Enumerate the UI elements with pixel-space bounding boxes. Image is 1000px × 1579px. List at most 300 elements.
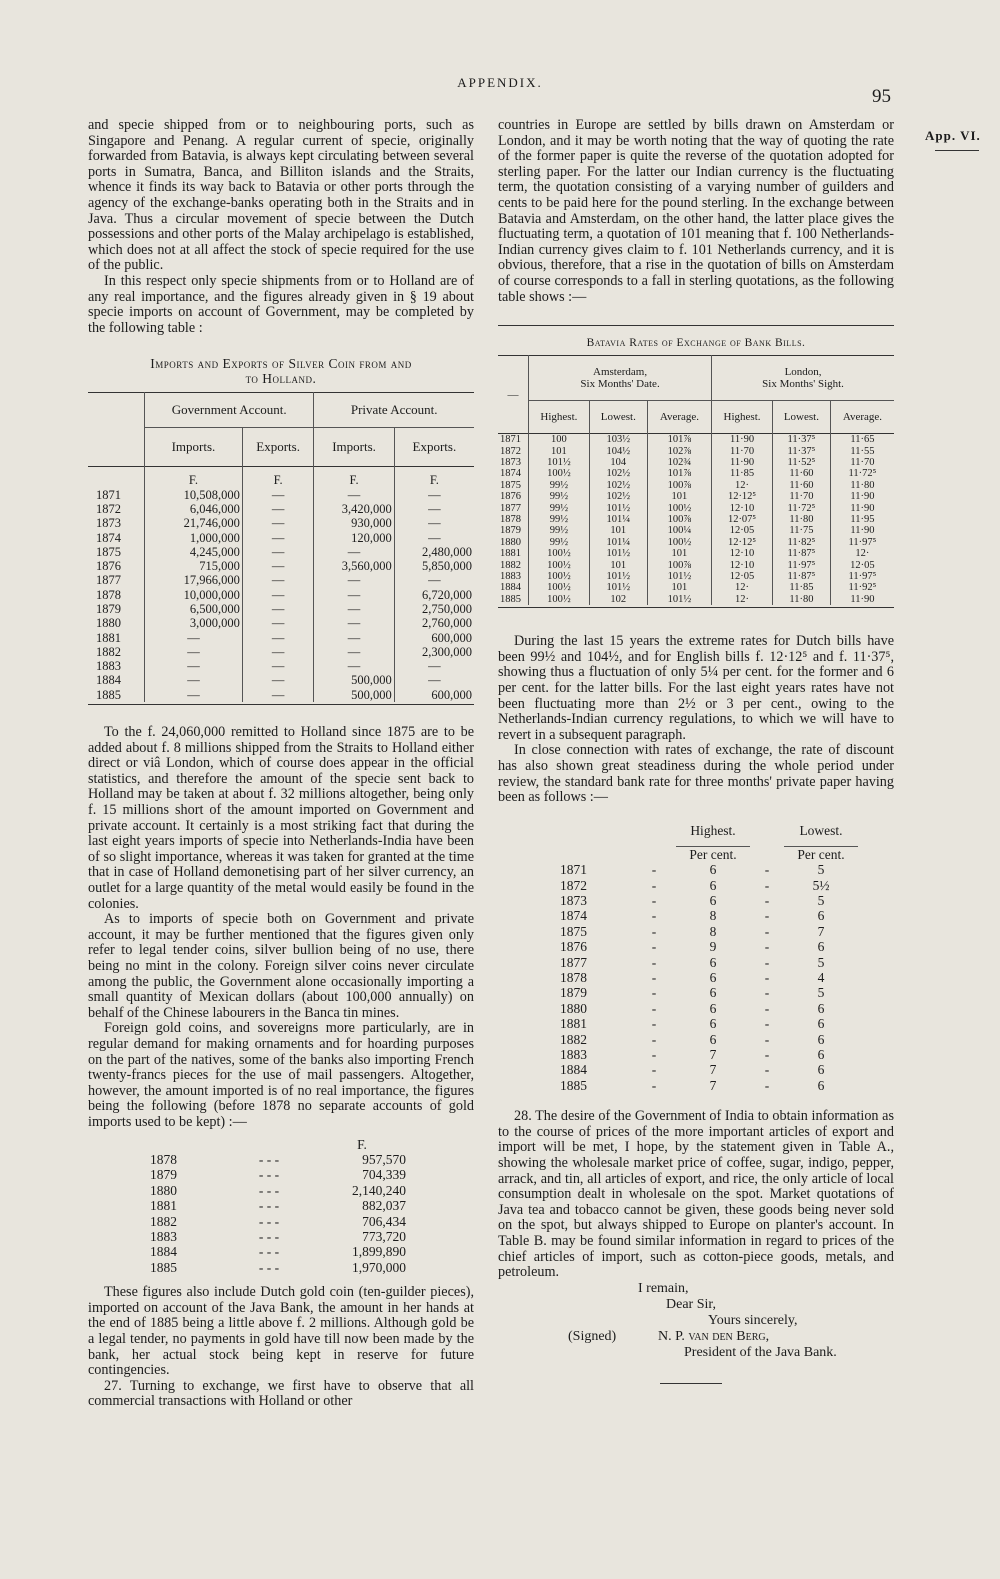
unit-label: F. bbox=[429, 473, 439, 488]
year-cell: 1877 bbox=[88, 573, 145, 587]
value-cell: 6 bbox=[709, 1031, 717, 1047]
table-row bbox=[148, 1260, 408, 1275]
value-cell: 101½ bbox=[647, 594, 711, 605]
unit-label: F. bbox=[357, 1136, 367, 1152]
value-cell: 11·85 bbox=[712, 468, 773, 479]
year-cell: 1878 bbox=[88, 588, 145, 602]
value-cell: 100⅞ bbox=[647, 560, 711, 571]
year-cell: 1871 bbox=[88, 488, 145, 502]
value-cell: 101 bbox=[647, 548, 711, 559]
value-cell: 11·60 bbox=[772, 468, 830, 479]
value-cell: — bbox=[314, 602, 394, 616]
table-row bbox=[148, 1229, 408, 1244]
divider bbox=[660, 1383, 722, 1384]
value-cell: 11·97⁵ bbox=[848, 536, 877, 548]
blank-cell bbox=[88, 467, 145, 488]
leader-dots: - bbox=[764, 954, 770, 970]
table-row bbox=[88, 688, 474, 702]
leader-dots: - bbox=[764, 1047, 770, 1063]
value-cell: 104½ bbox=[589, 446, 647, 457]
table-row bbox=[88, 573, 474, 587]
value-cell: — bbox=[314, 645, 394, 659]
year-cell: 1883 bbox=[88, 659, 145, 673]
value-cell: 11·92⁵ bbox=[848, 582, 877, 594]
table-row bbox=[558, 924, 858, 939]
table-row bbox=[498, 571, 894, 582]
unit-row bbox=[88, 467, 474, 488]
year-cell: 1876 bbox=[560, 939, 587, 955]
value-cell: — bbox=[145, 688, 243, 702]
value-cell: — bbox=[428, 659, 441, 674]
year-cell: 1885 bbox=[498, 594, 529, 605]
table-row bbox=[498, 525, 894, 536]
value-cell: 103½ bbox=[589, 434, 647, 446]
value-cell: 11·72⁵ bbox=[848, 468, 877, 480]
year-cell: 1877 bbox=[560, 954, 587, 970]
table-row bbox=[148, 1244, 408, 1259]
table-row bbox=[558, 939, 858, 954]
value-cell: 10,000,000 bbox=[145, 588, 243, 602]
value-cell: 101½ bbox=[589, 503, 647, 514]
year-cell: 1885 bbox=[150, 1259, 177, 1275]
year-cell: 1876 bbox=[88, 559, 145, 573]
leader-dots: - bbox=[764, 877, 770, 893]
table-row bbox=[558, 1062, 858, 1077]
value-cell: — bbox=[145, 631, 243, 645]
leader-dots: - - - bbox=[258, 1151, 280, 1167]
value-cell: 11·90 bbox=[850, 491, 875, 503]
leader-dots: - bbox=[651, 1016, 657, 1032]
value-cell: 2,140,240 bbox=[352, 1182, 406, 1198]
table-row bbox=[88, 488, 474, 502]
value-cell: — bbox=[242, 573, 313, 587]
value-cell: — bbox=[314, 573, 394, 587]
value-cell: 3,560,000 bbox=[314, 559, 394, 573]
table-row bbox=[88, 673, 474, 687]
paragraph: 28. The desire of the Government of India to obtain information as to the course of prices of the more important articles of export and import will be met, I hope, by the statement given in Table A., showing the wholesale market price of coffee, sugar, indigo, pepper, arrack, and tin, all articles of export, and rice, the only article of local consumption dealt in wholesale on the spot. Market quotations of Java tea and tobacco cannot be given, these goods being never sold on the spot, but always shipped to Europe on planter's account. In Table B. may be found similar information in regard to prices of the chief articles of import, such as cotton-piece goods, metals, and petroleum. bbox=[498, 1108, 894, 1281]
year-cell: 1880 bbox=[560, 1000, 587, 1016]
leader-dots: - bbox=[651, 954, 657, 970]
table-row bbox=[148, 1152, 408, 1167]
value-cell: 6 bbox=[817, 1047, 825, 1063]
value-cell: 500,000 bbox=[314, 688, 394, 702]
value-cell: 8 bbox=[709, 923, 717, 939]
value-cell: — bbox=[242, 516, 313, 530]
signed-label: (Signed) bbox=[568, 1328, 617, 1344]
year-cell: 1884 bbox=[88, 673, 145, 687]
value-cell: 11·87⁵ bbox=[772, 548, 830, 559]
value-cell: 3,000,000 bbox=[145, 616, 243, 630]
table-row bbox=[498, 514, 894, 525]
value-cell: 6 bbox=[709, 862, 717, 878]
value-cell: 101⅞ bbox=[647, 468, 711, 479]
value-cell: — bbox=[145, 659, 243, 673]
value-cell: 1,000,000 bbox=[145, 531, 243, 545]
value-cell: 100½ bbox=[647, 537, 711, 548]
value-cell: 100⅞ bbox=[647, 480, 711, 491]
value-cell: 99½ bbox=[529, 503, 590, 514]
value-cell: 11·90 bbox=[712, 457, 773, 468]
value-cell: 12·05 bbox=[712, 571, 773, 582]
year-cell: 1883 bbox=[150, 1228, 177, 1244]
value-cell: 102½ bbox=[589, 480, 647, 491]
table-row bbox=[88, 502, 474, 516]
year-cell: 1871 bbox=[560, 862, 587, 878]
year-cell: 1873 bbox=[88, 516, 145, 530]
leader-dots: - bbox=[651, 908, 657, 924]
leader-dots: - bbox=[764, 892, 770, 908]
table-row bbox=[558, 1078, 858, 1093]
value-cell: 101½ bbox=[589, 582, 647, 593]
value-cell: 1,970,000 bbox=[352, 1259, 406, 1275]
table-row bbox=[498, 457, 894, 468]
leader-dots: - bbox=[764, 1000, 770, 1016]
amsterdam-header-line: Six Months' Date. bbox=[580, 378, 660, 391]
value-cell: 6 bbox=[709, 985, 717, 1001]
value-cell: 99½ bbox=[529, 491, 590, 502]
unit-label: F. bbox=[314, 467, 394, 488]
year-cell: 1875 bbox=[88, 545, 145, 559]
paragraph: and specie shipped from or to neighbouring ports, such as Singapore and Penang. A regular current of specie, originally forwarded from Batavia, is always kept circulating between several ports in Sumatra, Banca, and Billiton islands and the Straits, whence it finds its way back to Batavia or other ports through the agency of the exchange-banks operating both in the Straits and in Java. Thus a circular movement of specie between the Dutch possessions and other ports of the Malay archipelago is established, which does not at all affect the stock of specie required for the use of the public. bbox=[88, 117, 474, 274]
table-title-line: to Holland. bbox=[245, 371, 317, 387]
year-cell: 1872 bbox=[560, 877, 587, 893]
closing-line: Yours sincerely, bbox=[708, 1312, 798, 1328]
value-cell: 12·10 bbox=[712, 548, 773, 559]
year-cell: 1884 bbox=[498, 582, 529, 593]
london-header bbox=[712, 356, 894, 401]
year-header: — bbox=[498, 356, 529, 434]
year-cell: 1883 bbox=[498, 571, 529, 582]
value-cell: 12· bbox=[855, 548, 870, 560]
value-cell: 930,000 bbox=[314, 516, 394, 530]
paragraph: Foreign gold coins, and sovereigns more particularly, are in regular demand for making ornaments and for hoarding purposes on the part of the natives, some of the banks also importing French twenty-francs pieces for the use of mail passengers. Altogether, however, the amount imported is of no real importance, the figures being the following (before 1878 no separate accounts of gold imports used to be kept) :— bbox=[88, 1020, 474, 1130]
value-cell: 6,046,000 bbox=[145, 502, 243, 516]
value-cell: — bbox=[242, 559, 313, 573]
value-cell: 100½ bbox=[529, 548, 590, 559]
leader-dots: - bbox=[764, 985, 770, 1001]
table-row bbox=[88, 616, 474, 630]
table-row bbox=[558, 1016, 858, 1031]
value-cell: 11·55 bbox=[850, 445, 875, 457]
value-cell: — bbox=[428, 516, 441, 531]
leader-dots: - - - bbox=[258, 1244, 280, 1260]
value-cell: 101½ bbox=[647, 571, 711, 582]
batavia-table-title: Batavia Rates of Exchange of Bank Bills. bbox=[586, 337, 806, 350]
value-cell: 101 bbox=[589, 560, 647, 571]
value-cell: 11·90 bbox=[712, 434, 773, 446]
value-cell: — bbox=[242, 531, 313, 545]
leader-dots: - - - bbox=[258, 1259, 280, 1275]
table-row bbox=[148, 1167, 408, 1182]
london-header-line: London, bbox=[784, 366, 822, 379]
year-cell: 1878 bbox=[560, 970, 587, 985]
value-cell: 11·37⁵ bbox=[772, 446, 830, 457]
value-cell: 6 bbox=[817, 1031, 825, 1047]
value-cell: 6 bbox=[817, 1016, 825, 1032]
year-cell: 1882 bbox=[88, 645, 145, 659]
signatory-title: President of the Java Bank. bbox=[684, 1344, 837, 1360]
value-cell: — bbox=[242, 588, 313, 602]
year-cell: 1877 bbox=[498, 503, 529, 514]
right-column bbox=[498, 118, 894, 1384]
value-cell: 12·12⁵ bbox=[712, 537, 773, 548]
year-cell: 1874 bbox=[88, 531, 145, 545]
value-cell: 11·65 bbox=[850, 434, 875, 446]
closing-line: Dear Sir, bbox=[666, 1296, 716, 1312]
value-cell: — bbox=[428, 501, 441, 516]
value-cell: 100 bbox=[529, 434, 590, 446]
leader-dots: - bbox=[764, 1062, 770, 1078]
col-header-highest: Highest. bbox=[690, 823, 736, 839]
year-cell: 1878 bbox=[150, 1151, 177, 1167]
year-cell: 1871 bbox=[498, 434, 529, 446]
value-cell: — bbox=[314, 616, 394, 630]
paragraph: In close connection with rates of exchange, the rate of discount has also shown great steadiness during the whole period under review, the standard bank rate for three months' private paper having been as follows :— bbox=[498, 742, 894, 806]
value-cell: — bbox=[242, 659, 313, 673]
running-head: APPENDIX. bbox=[457, 75, 543, 90]
unit-label: Per cent. bbox=[784, 846, 858, 862]
value-cell: 11·82⁵ bbox=[772, 537, 830, 548]
divider bbox=[498, 607, 894, 608]
value-cell: 1,899,890 bbox=[352, 1244, 406, 1260]
value-cell: — bbox=[242, 502, 313, 516]
value-cell: — bbox=[145, 673, 243, 687]
value-cell: 12·10 bbox=[712, 503, 773, 514]
value-cell: — bbox=[242, 616, 313, 630]
col-header-highest: Highest. bbox=[712, 401, 773, 434]
paragraph: These figures also include Dutch gold coin (ten-guilder pieces), imported on account of the Java Bank, the amount in her hands at the end of 1885 being a little above f. 2 millions. Although gold be a legal tender, no payments in gold have till now been made by the bank, her actual stock being kept in reserve for future contingencies. bbox=[88, 1284, 474, 1379]
leader-dots: - - - bbox=[258, 1213, 280, 1229]
year-cell: 1872 bbox=[498, 446, 529, 457]
value-cell: 100½ bbox=[647, 503, 711, 514]
year-header bbox=[88, 393, 145, 467]
value-cell: — bbox=[242, 631, 313, 645]
value-cell: — bbox=[428, 530, 441, 545]
government-account-header: Government Account. bbox=[145, 393, 314, 428]
value-cell: 6 bbox=[817, 939, 825, 955]
value-cell: — bbox=[242, 602, 313, 616]
table-row bbox=[88, 645, 474, 659]
value-cell: 100⅞ bbox=[647, 514, 711, 525]
year-cell: 1879 bbox=[498, 525, 529, 536]
year-cell: 1882 bbox=[150, 1213, 177, 1229]
value-cell: 101¼ bbox=[589, 514, 647, 525]
table-title-line: Imports and Exports of Silver Coin from and bbox=[150, 356, 412, 372]
table-row bbox=[558, 893, 858, 908]
value-cell: 11·80 bbox=[850, 479, 875, 491]
year-cell: 1875 bbox=[498, 480, 529, 491]
col-header-average: Average. bbox=[647, 401, 711, 434]
unit-label: Per cent. bbox=[676, 846, 750, 862]
leader-dots: - bbox=[764, 939, 770, 955]
table-row bbox=[88, 559, 474, 573]
value-cell: 882,037 bbox=[362, 1198, 406, 1214]
value-cell: 12· bbox=[712, 582, 773, 593]
table-row bbox=[88, 602, 474, 616]
value-cell: 6,500,000 bbox=[145, 602, 243, 616]
value-cell: 4,245,000 bbox=[145, 545, 243, 559]
year-cell: 1880 bbox=[150, 1182, 177, 1198]
value-cell: — bbox=[314, 588, 394, 602]
year-cell: 1873 bbox=[498, 457, 529, 468]
value-cell: — bbox=[242, 645, 313, 659]
left-column bbox=[88, 118, 474, 1410]
value-cell: 101½ bbox=[589, 571, 647, 582]
value-cell: 8 bbox=[709, 908, 717, 924]
value-cell: — bbox=[242, 673, 313, 687]
year-cell: 1881 bbox=[88, 631, 145, 645]
year-cell: 1881 bbox=[560, 1016, 587, 1032]
value-cell: 12· bbox=[712, 594, 773, 605]
year-cell: 1882 bbox=[560, 1031, 587, 1047]
unit-label: F. bbox=[242, 467, 313, 488]
leader-dots: - bbox=[764, 908, 770, 924]
value-cell: 99½ bbox=[529, 480, 590, 491]
leader-dots: - - - bbox=[258, 1228, 280, 1244]
value-cell: 17,966,000 bbox=[145, 573, 243, 587]
closing-line: I remain, bbox=[638, 1280, 689, 1296]
value-cell: 6,720,000 bbox=[422, 587, 472, 602]
value-cell: 99½ bbox=[529, 525, 590, 536]
value-cell: — bbox=[428, 573, 441, 588]
table-row bbox=[498, 560, 894, 571]
value-cell: 773,720 bbox=[362, 1228, 406, 1244]
year-cell: 1875 bbox=[560, 923, 587, 939]
value-cell: 101 bbox=[647, 582, 711, 593]
leader-dots: - bbox=[764, 1077, 770, 1093]
value-cell: 5,850,000 bbox=[422, 559, 472, 574]
col-header-average: Average. bbox=[842, 411, 883, 424]
table-row bbox=[498, 434, 894, 446]
value-cell: 11·70 bbox=[712, 446, 773, 457]
year-cell: 1884 bbox=[560, 1062, 587, 1078]
col-header-highest: Highest. bbox=[529, 401, 590, 434]
table-row bbox=[558, 985, 858, 1000]
value-cell: 101 bbox=[529, 446, 590, 457]
value-cell: 102 bbox=[589, 594, 647, 605]
value-cell: 11·37⁵ bbox=[772, 434, 830, 446]
value-cell: — bbox=[145, 645, 243, 659]
year-cell: 1878 bbox=[498, 514, 529, 525]
value-cell: 715,000 bbox=[145, 559, 243, 573]
value-cell: 11·70 bbox=[850, 456, 875, 468]
value-cell: 11·75 bbox=[772, 525, 830, 536]
value-cell: 120,000 bbox=[314, 531, 394, 545]
table-row bbox=[558, 1001, 858, 1016]
paragraph: As to imports of specie both on Government and private account, it may be further mentioned that the figures given only refer to legal tender coins, silver bullion being of no use, there being no mint in the colony. Foreign silver coins never circulate among the public, the Government alone occasionally importing a small quantity of Mexican dollars (about 100,000 annually) on behalf of the Chinese labourers in the Banca tin mines. bbox=[88, 911, 474, 1021]
leader-dots: - - - bbox=[258, 1182, 280, 1198]
value-cell: 5 bbox=[817, 985, 825, 1001]
value-cell: 2,300,000 bbox=[422, 644, 472, 659]
paragraph: During the last 15 years the extreme rates for Dutch bills have been 99½ and 104½, and for English bills f. 12·12⁵ and f. 11·37⁵, showing thus a fluctuation of only 5¼ per cent. for the former and 6 per cent. for the latter bills. For the last eight years rates have not been fluctuating more than 2½ or 3 per cent., owing to the Netherlands-Indian currency regulations, to which we will have to revert in a subsequent paragraph. bbox=[498, 633, 894, 743]
table-row bbox=[558, 862, 858, 877]
leader-dots: - bbox=[764, 970, 770, 985]
year-cell: 1880 bbox=[498, 537, 529, 548]
value-cell: 6 bbox=[709, 877, 717, 893]
year-cell: 1879 bbox=[88, 602, 145, 616]
value-cell: 6 bbox=[817, 1062, 825, 1078]
value-cell: 11·97⁵ bbox=[772, 560, 830, 571]
appendix-side-label: App. VI. bbox=[925, 128, 981, 143]
value-cell: 10,508,000 bbox=[145, 488, 243, 502]
value-cell: 3,420,000 bbox=[314, 502, 394, 516]
paragraph: countries in Europe are settled by bills drawn on Amsterdam or London, and it may be worth noting that the way of quoting the rate of the former paper is quite the reverse of the quotation adopted for sterling paper. For the latter our Indian currency is the fluctuating term, the quotation consisting of a varying number of guilders and cents to be paid here for the pound sterling. In the exchange between Batavia and Amsterdam, on the other hand, the latter place gives the fluctuating term, a quotation of 101 meaning that f. 100 Netherlands-Indian currency gives claim to f. 101 Netherlands currency, and it is obvious, therefore, that a rise in the quotation of bills on Amsterdam of course corresponds to a fall in sterling quotations, as the following table shows :— bbox=[498, 117, 894, 305]
leader-dots: - bbox=[651, 939, 657, 955]
value-cell: 12·12⁵ bbox=[712, 491, 773, 502]
table-row bbox=[88, 631, 474, 645]
value-cell: — bbox=[242, 545, 313, 559]
page-number: 95 bbox=[872, 86, 891, 107]
table-row bbox=[558, 1047, 858, 1062]
table-row bbox=[498, 491, 894, 502]
value-cell: 104 bbox=[589, 457, 647, 468]
silver-table-title bbox=[88, 356, 474, 386]
value-cell: 5½ bbox=[812, 877, 830, 893]
table-row bbox=[498, 594, 894, 605]
value-cell: 101 bbox=[647, 491, 711, 502]
value-cell: 9 bbox=[709, 939, 717, 955]
paragraph: To the f. 24,060,000 remitted to Holland since 1875 are to be added about f. 8 millions shipped from the Straits to Holland either direct or viâ London, which of course does appear in the official statistics, and therefore the amount of the specie sent back to Holland may be taken at about f. 32 millions altogether, being only f. 15 millions short of the amount imported on Government and private account. It certainly is a most striking fact that during the last eight years imports of specie into Netherlands-India have been of so slight importance, whereas it was taken for granted at the time that in case of Holland demonetising part of her silver currency, an outlet for a large quantity of the metal would easily be found in the colonies. bbox=[88, 724, 474, 912]
value-cell: 11·90 bbox=[850, 502, 875, 514]
unit-label: F. bbox=[145, 467, 243, 488]
silver-coin-table bbox=[88, 392, 474, 702]
year-cell: 1884 bbox=[150, 1244, 177, 1260]
leader-dots: - - - bbox=[258, 1167, 280, 1183]
value-cell: 100½ bbox=[529, 571, 590, 582]
value-cell: 100½ bbox=[529, 560, 590, 571]
value-cell: 100½ bbox=[529, 468, 590, 479]
leader-dots: - bbox=[764, 1016, 770, 1032]
paragraph: 27. Turning to exchange, we first have to observe that all commercial transactions with Holland or other bbox=[88, 1377, 474, 1410]
value-cell: — bbox=[314, 488, 394, 502]
year-cell: 1876 bbox=[498, 491, 529, 502]
value-cell: 11·87⁵ bbox=[772, 571, 830, 582]
value-cell: 6 bbox=[709, 970, 717, 985]
table-row bbox=[88, 516, 474, 530]
value-cell: 704,339 bbox=[362, 1167, 406, 1183]
value-cell: 6 bbox=[709, 954, 717, 970]
value-cell: 11·60 bbox=[772, 480, 830, 491]
value-cell: 11·72⁵ bbox=[772, 503, 830, 514]
value-cell: 706,434 bbox=[362, 1213, 406, 1229]
value-cell: 7 bbox=[709, 1062, 717, 1078]
year-cell: 1872 bbox=[88, 502, 145, 516]
leader-dots: - bbox=[651, 1000, 657, 1016]
value-cell: — bbox=[314, 659, 394, 673]
value-cell: 600,000 bbox=[431, 687, 472, 702]
value-cell: — bbox=[314, 545, 394, 559]
value-cell: 11·90 bbox=[850, 593, 875, 605]
value-cell: 11·52⁵ bbox=[772, 457, 830, 468]
value-cell: 957,570 bbox=[362, 1151, 406, 1167]
table-row bbox=[558, 955, 858, 970]
value-cell: 11·80 bbox=[772, 594, 830, 605]
year-cell: 1885 bbox=[88, 688, 145, 702]
value-cell: 7 bbox=[709, 1047, 717, 1063]
gold-imports-table bbox=[148, 1137, 408, 1276]
year-cell: 1880 bbox=[88, 616, 145, 630]
closing-block bbox=[498, 1281, 894, 1384]
value-cell: 11·95 bbox=[850, 513, 875, 525]
divider bbox=[935, 150, 979, 151]
value-cell: 4 bbox=[817, 970, 825, 985]
year-cell: 1881 bbox=[150, 1198, 177, 1214]
leader-dots: - bbox=[764, 862, 770, 878]
year-cell: 1881 bbox=[498, 548, 529, 559]
value-cell: 2,760,000 bbox=[422, 616, 472, 631]
leader-dots: - bbox=[651, 985, 657, 1001]
leader-dots: - bbox=[651, 1077, 657, 1093]
